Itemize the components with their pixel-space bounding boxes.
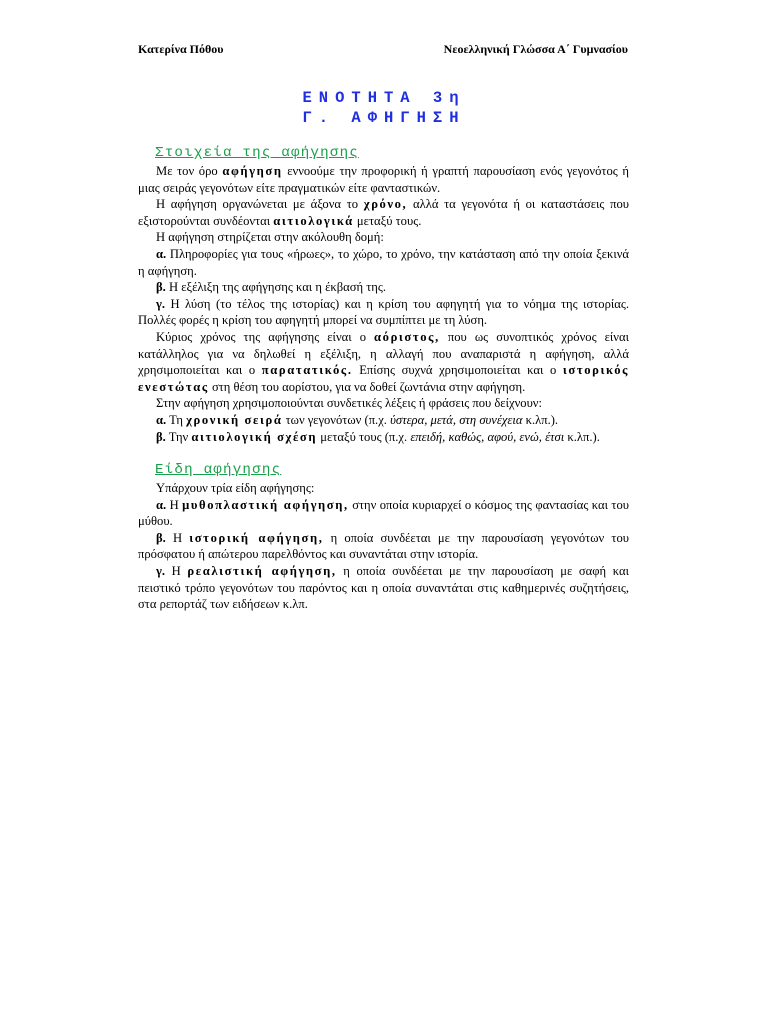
author-name: Κατερίνα Πόθου xyxy=(138,42,224,56)
unit-title: ΕΝΟΤΗΤΑ 3η xyxy=(302,89,466,107)
list-item: γ. Η ρεαλιστική αφήγηση, η οποία συνδέεται με την παρουσίαση με σαφή και πειστικό τρόπο γεγονότων του παρόντος και η οποία συναντάται στις καθημερινές συζητήσεις, στα ρεπορτάζ των ειδήσεων κ.λπ. xyxy=(138,564,629,612)
paragraph: Με τον όρο αφήγηση εννοούμε την προφορική ή γραπτή παρουσίαση ενός γεγονότος ή μιας σειράς γεγονότων είτε πραγματικών είτε φανταστικών. xyxy=(138,164,629,195)
title-block xyxy=(0,88,768,128)
paragraph: Υπάρχουν τρία είδη αφήγησης: xyxy=(156,481,315,496)
list-item: α. Η μυθοπλαστική αφήγηση, στην οποία κυριαρχεί ο κόσμος της φαντασίας και του μύθου. xyxy=(138,497,629,529)
list-item: β. Η ιστορική αφήγηση, η οποία συνδέεται με την παρουσίαση γεγονότων του πρόσφατου ή απώτερου παρελθόντος και συναντάται στην ιστορία. xyxy=(138,530,629,562)
section-heading-elements: Στοιχεία της αφήγησης xyxy=(155,145,359,161)
list-item: β. Η εξέλιξη της αφήγησης και η έκβασή της. xyxy=(156,280,387,295)
chapter-title: Γ. ΑΦΗΓΗΣΗ xyxy=(302,109,466,127)
paragraph: Στην αφήγηση χρησιμοποιούνται συνδετικές λέξεις ή φράσεις που δείχνουν: xyxy=(156,396,542,411)
section-heading-types: Είδη αφήγησης xyxy=(155,462,282,479)
paragraph: Η αφήγηση στηρίζεται στην ακόλουθη δομή: xyxy=(156,230,384,245)
paragraph: Κύριος χρόνος της αφήγησης είναι ο αόριστος, που ως συνοπτικός χρόνος είναι κατάλληλος για να δηλωθεί η εξέλιξη, η αλλαγή που αναπαριστά η αφήγηση, αλλά χρησιμοποιείται και ο παρατατικός. Επίσης συχνά χρησιμοποιείται και ο ιστορικός ενεστώτας στη θέση του αορίστου, για να δοθεί ζωντάνια στην αφήγηση. xyxy=(138,329,629,394)
list-item: γ. Η λύση (το τέλος της ιστορίας) και η κρίση του αφηγητή για το νόημα της ιστορίας. Πολλές φορές η κρίση του αφηγητή μπορεί να συμπίπτει με τη λύση. xyxy=(138,296,629,328)
list-item: α. Τη χρονική σειρά των γεγονότων (π.χ. ύστερα, μετά, στη συνέχεια κ.λπ.). xyxy=(156,412,559,427)
page-header xyxy=(138,42,628,57)
list-item: α. Πληροφορίες για τους «ήρωες», το χώρο, το χρόνο, την κατάσταση από την οποία ξεκινά η αφήγηση. xyxy=(138,246,629,278)
list-item: β. Την αιτιολογική σχέση μεταξύ τους (π.χ. επειδή, καθώς, αφού, ενώ, έτσι κ.λπ.). xyxy=(156,429,600,444)
course-name: Νεοελληνική Γλώσσα Α΄ Γυμνασίου xyxy=(443,42,628,56)
document-body xyxy=(138,144,629,613)
paragraph: Η αφήγηση οργανώνεται με άξονα το χρόνο, αλλά τα γεγονότα ή οι καταστάσεις που εξιστορούνται συνδέονται αιτιολογικά μεταξύ τους. xyxy=(138,197,629,228)
